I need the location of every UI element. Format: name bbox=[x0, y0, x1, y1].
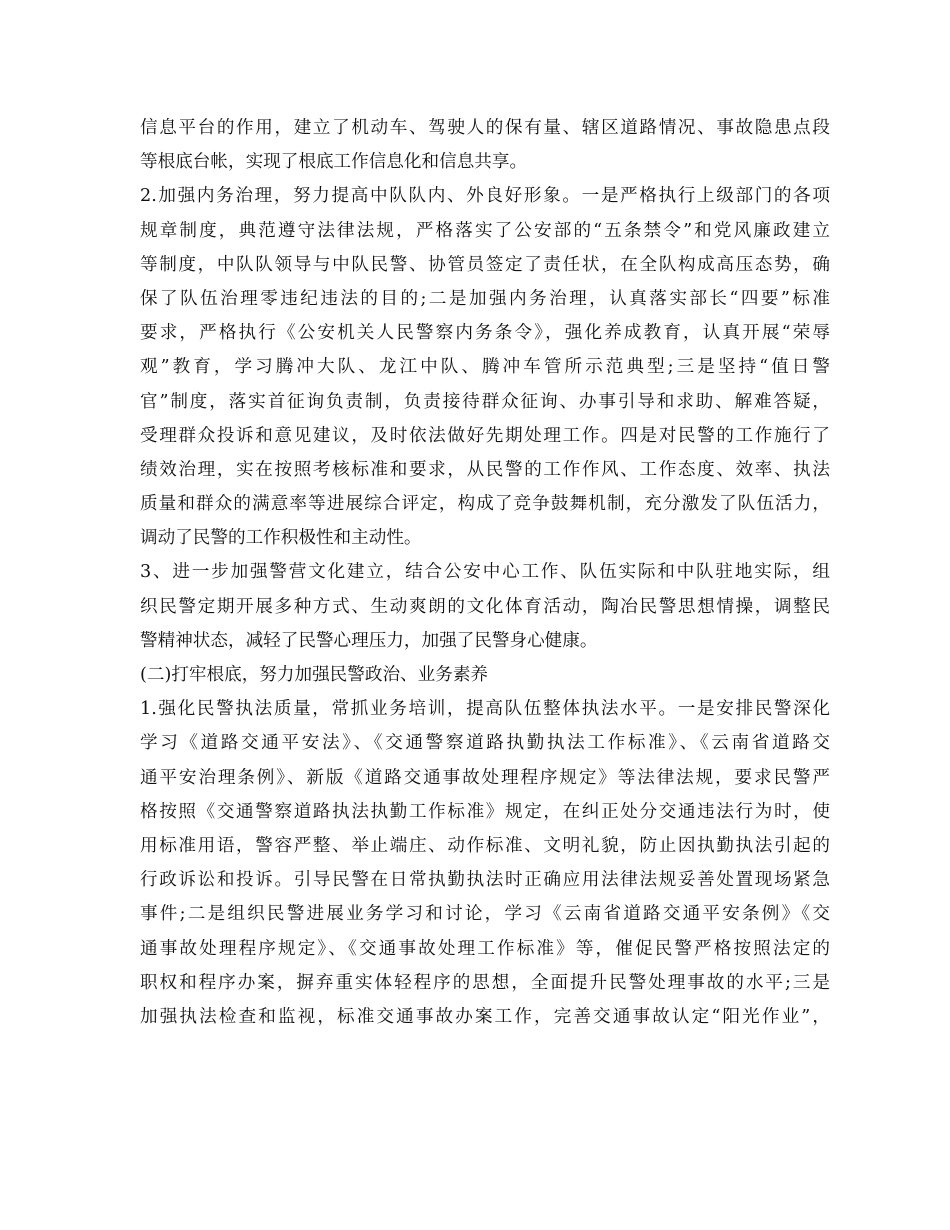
text-line: 通事故处理程序规定》、《交通事故处理工作标准》等，催促民警严格按照法定的 bbox=[140, 938, 830, 959]
text-line: 等制度，中队队领导与中队民警、协管员签定了责任状，在全队构成高压态势，确 bbox=[140, 254, 830, 275]
document-body bbox=[140, 111, 830, 1034]
text-line: 织民警定期开展多种方式、生动爽朗的文化体育活动，陶冶民警思想情操，调整民 bbox=[140, 596, 830, 617]
text-line: 通平安治理条例》、新版《道路交通事故处理程序规定》等法律法规，要求民警严 bbox=[140, 767, 830, 788]
text-line: 事件;二是组织民警进展业务学习和讨论，学习《云南省道路交通平安条例》《交 bbox=[140, 904, 830, 925]
text-line: 保了队伍治理零违纪违法的目的;二是加强内务治理，认真落实部长“四要”标准 bbox=[140, 288, 830, 309]
text-line: 学习《道路交通平安法》、《交通警察道路执勤执法工作标准》、《云南省道路交 bbox=[140, 733, 830, 754]
text-line: 受理群众投诉和意见建议，及时依法做好先期处理工作。四是对民警的工作施行了 bbox=[140, 425, 830, 446]
text-line: 官”制度，落实首征询负责制，负责接待群众征询、办事引导和求助、解难答疑， bbox=[140, 391, 830, 412]
text-line: 绩效治理，实在按照考核标准和要求，从民警的工作作风、工作态度、效率、执法 bbox=[140, 459, 830, 480]
text-line: 观”教育，学习腾冲大队、龙江中队、腾冲车管所示范典型;三是坚持“值日警 bbox=[140, 357, 830, 378]
text-line: 格按照《交通警察道路执法执勤工作标准》规定，在纠正处分交通违法行为时，使 bbox=[140, 801, 830, 822]
text-line: 2.加强内务治理，努力提高中队队内、外良好形象。一是严格执行上级部门的各项 bbox=[140, 186, 830, 207]
text-line: (二)打牢根底，努力加强民警政治、业务素养 bbox=[140, 665, 489, 685]
text-line: 用标准用语，警容严整、举止端庄、动作标准、文明礼貌，防止因执勤执法引起的 bbox=[140, 835, 830, 856]
text-line: 调动了民警的工作积极性和主动性。 bbox=[140, 528, 422, 549]
text-line: 1.强化民警执法质量，常抓业务培训，提高队伍整体执法水平。一是安排民警深化 bbox=[140, 699, 830, 720]
text-line: 等根底台帐，实现了根底工作信息化和信息共享。 bbox=[140, 152, 528, 173]
text-line: 警精神状态，减轻了民警心理压力，加强了民警身心健康。 bbox=[140, 630, 598, 651]
text-line: 3、进一步加强警营文化建立，结合公安中心工作、队伍实际和中队驻地实际，组 bbox=[140, 562, 830, 583]
text-line: 规章制度，典范遵守法律法规，严格落实了公安部的“五条禁令”和党风廉政建立 bbox=[140, 220, 830, 241]
text-line: 质量和群众的满意率等进展综合评定，构成了竞争鼓舞机制，充分激发了队伍活力， bbox=[140, 494, 830, 515]
text-line: 行政诉讼和投诉。引导民警在日常执勤执法时正确应用法律法规妥善处置现场紧急 bbox=[140, 870, 830, 891]
text-line: 信息平台的作用，建立了机动车、驾驶人的保有量、辖区道路情况、事故隐患点段 bbox=[140, 118, 830, 138]
text-line: 要求，严格执行《公安机关人民警察内务条令》，强化养成教育，认真开展“荣辱 bbox=[140, 323, 830, 344]
text-line: 加强执法检查和监视，标准交通事故办案工作，完善交通事故认定“阳光作业”， bbox=[140, 1006, 830, 1027]
text-line: 职权和程序办案，摒弃重实体轻程序的思想，全面提升民警处理事故的水平;三是 bbox=[140, 972, 830, 993]
